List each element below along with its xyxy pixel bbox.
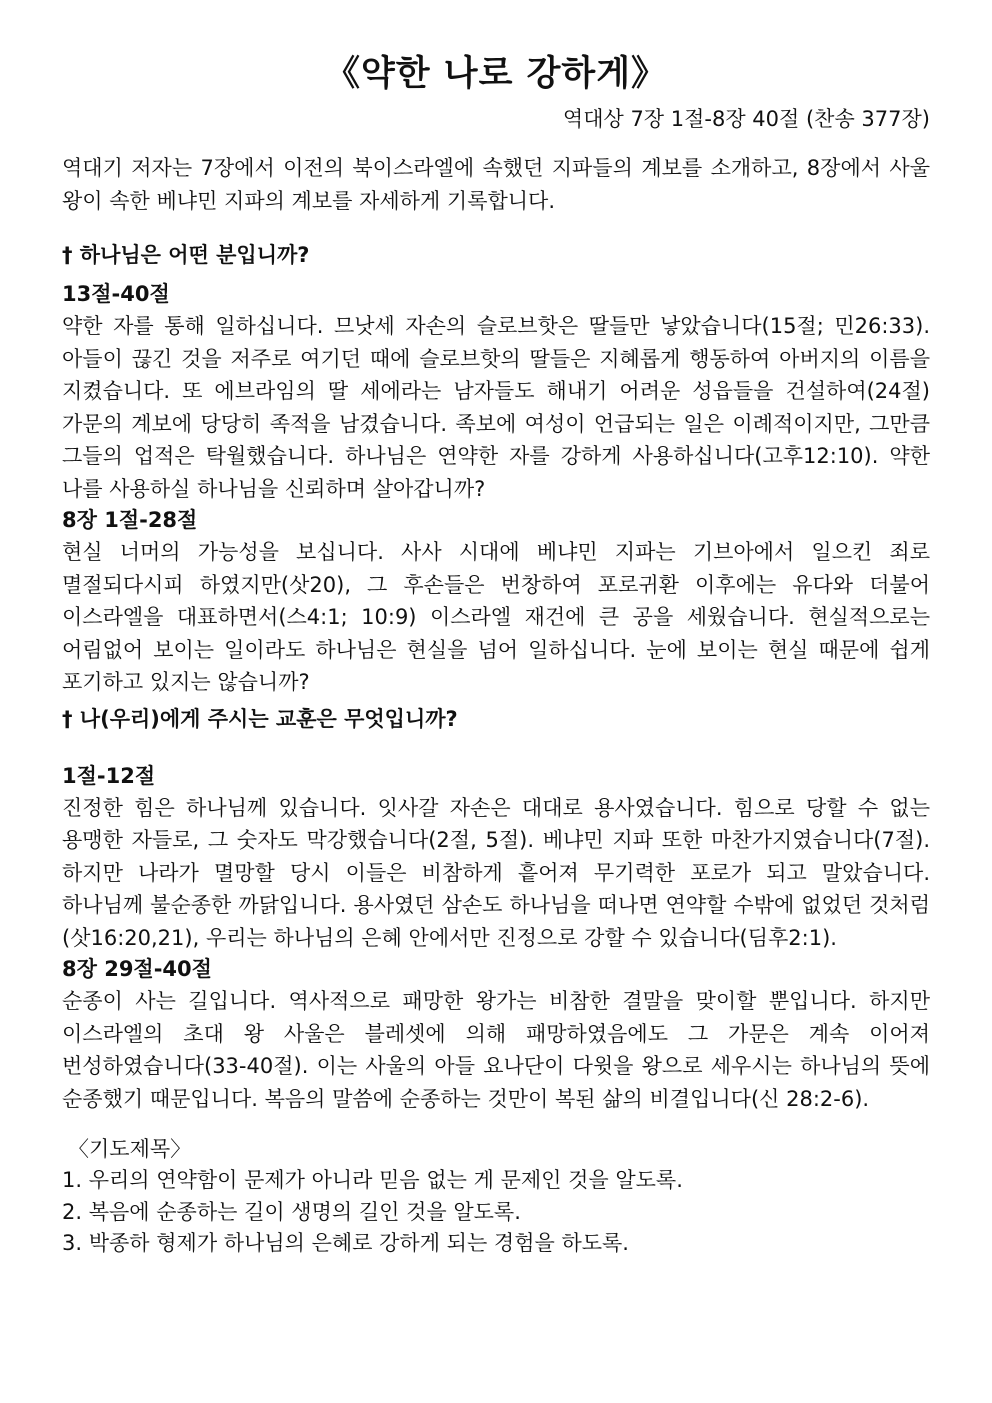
- prayer-item: 3. 박종하 형제가 하나님의 은혜로 강하게 되는 경험을 하도록.: [62, 1231, 629, 1255]
- prayer-heading: 〈기도제목〉: [68, 1137, 192, 1161]
- prayer-list: [62, 1165, 930, 1260]
- section1-part2-label: 8장 1절-28절: [62, 508, 198, 532]
- prayer-item: 1. 우리의 연약함이 문제가 아니라 믿음 없는 게 문제인 것을 알도록.: [62, 1168, 683, 1192]
- section1-part2-text: 현실 너머의 가능성을 보십니다. 사사 시대에 베냐민 지파는 기브아에서 일으킨 죄로 멸절되다시피 하였지만(삿20), 그 후손들은 번창하여 포로귀환 이후에는 유다와 더불어 이스라엘을 대표하면서(스4:1; 10:9) 이스라엘 재건에 큰 공을 세웠습니다. 현실적으로는 어림없어 보이는 일이라도 하나님은 현실을 넘어 일하십니다. 눈에 보이는 현실 때문에 쉽게 포기하고 있지는 않습니까?: [62, 540, 930, 694]
- section1-heading: † 하나님은 어떤 분입니까?: [62, 243, 310, 267]
- scripture-reference: 역대상 7장 1절-8장 40절 (찬송 377장): [562, 107, 930, 131]
- section2-part2-label: 8장 29절-40절: [62, 957, 212, 981]
- document-page: [62, 52, 930, 1260]
- section1-part1-label: 13절-40절: [62, 282, 170, 306]
- prayer-item: 2. 복음에 순종하는 길이 생명의 길인 것을 알도록.: [62, 1199, 521, 1224]
- section2-part1-text: 진정한 힘은 하나님께 있습니다. 잇사갈 자손은 대대로 용사였습니다. 힘으로 당할 수 없는 용맹한 자들로, 그 숫자도 막강했습니다(2절, 5절). 베냐민 지파 또한 마찬가지였습니다(7절). 하지만 나라가 멸망할 당시 이들은 비참하게 흩어져 무기력한 포로가 되고 말았습니다. 하나님께 불순종한 까닭입니다. 용사였던 삼손도 하나님을 떠나면 연약할 수밖에 없었던 것처럼(삿16:20,21), 우리는 하나님의 은혜 안에서만 진정으로 강할 수 있습니다(딤후2:1).: [62, 795, 930, 950]
- section2-heading: † 나(우리)에게 주시는 교훈은 무엇입니까?: [62, 706, 458, 731]
- section2-part2-text: 순종이 사는 길입니다. 역사적으로 패망한 왕가는 비참한 결말을 맞이할 뿐입니다. 하지만 이스라엘의 초대 왕 사울은 블레셋에 의해 패망하였음에도 그 가문은 계속 이어져 번성하였습니다(33-40절). 이는 사울의 아들 요나단이 다윗을 왕으로 세우시는 하나님의 뜻에 순종했기 때문입니다. 복음의 말씀에 순종하는 것만이 복된 삶의 비결입니다(신 28:2-6).: [62, 989, 930, 1111]
- section2-part1-label: 1절-12절: [62, 763, 156, 788]
- section1-part1-text: 약한 자를 통해 일하십니다. 므낫세 자손의 슬로브핫은 딸들만 낳았습니다(15절; 민26:33). 아들이 끊긴 것을 저주로 여기던 때에 슬로브핫의 딸들은 지혜롭게 행동하여 아버지의 이름을 지켰습니다. 또 에브라임의 딸 세에라는 남자들도 해내기 어려운 성읍들을 건설하여(24절) 가문의 계보에 당당히 족적을 남겼습니다. 족보에 여성이 언급되는 일은 이례적이지만, 그만큼 그들의 업적은 탁월했습니다. 하나님은 연약한 자를 강하게 사용하십니다(고후12:10). 약한 나를 사용하실 하나님을 신뢰하며 살아갑니까?: [62, 314, 930, 501]
- page-title: 《약한 나로 강하게》: [324, 54, 668, 94]
- intro-paragraph: 역대기 저자는 7장에서 이전의 북이스라엘에 속했던 지파들의 계보를 소개하고, 8장에서 사울 왕이 속한 베냐민 지파의 계보를 자세하게 기록합니다.: [62, 156, 930, 213]
